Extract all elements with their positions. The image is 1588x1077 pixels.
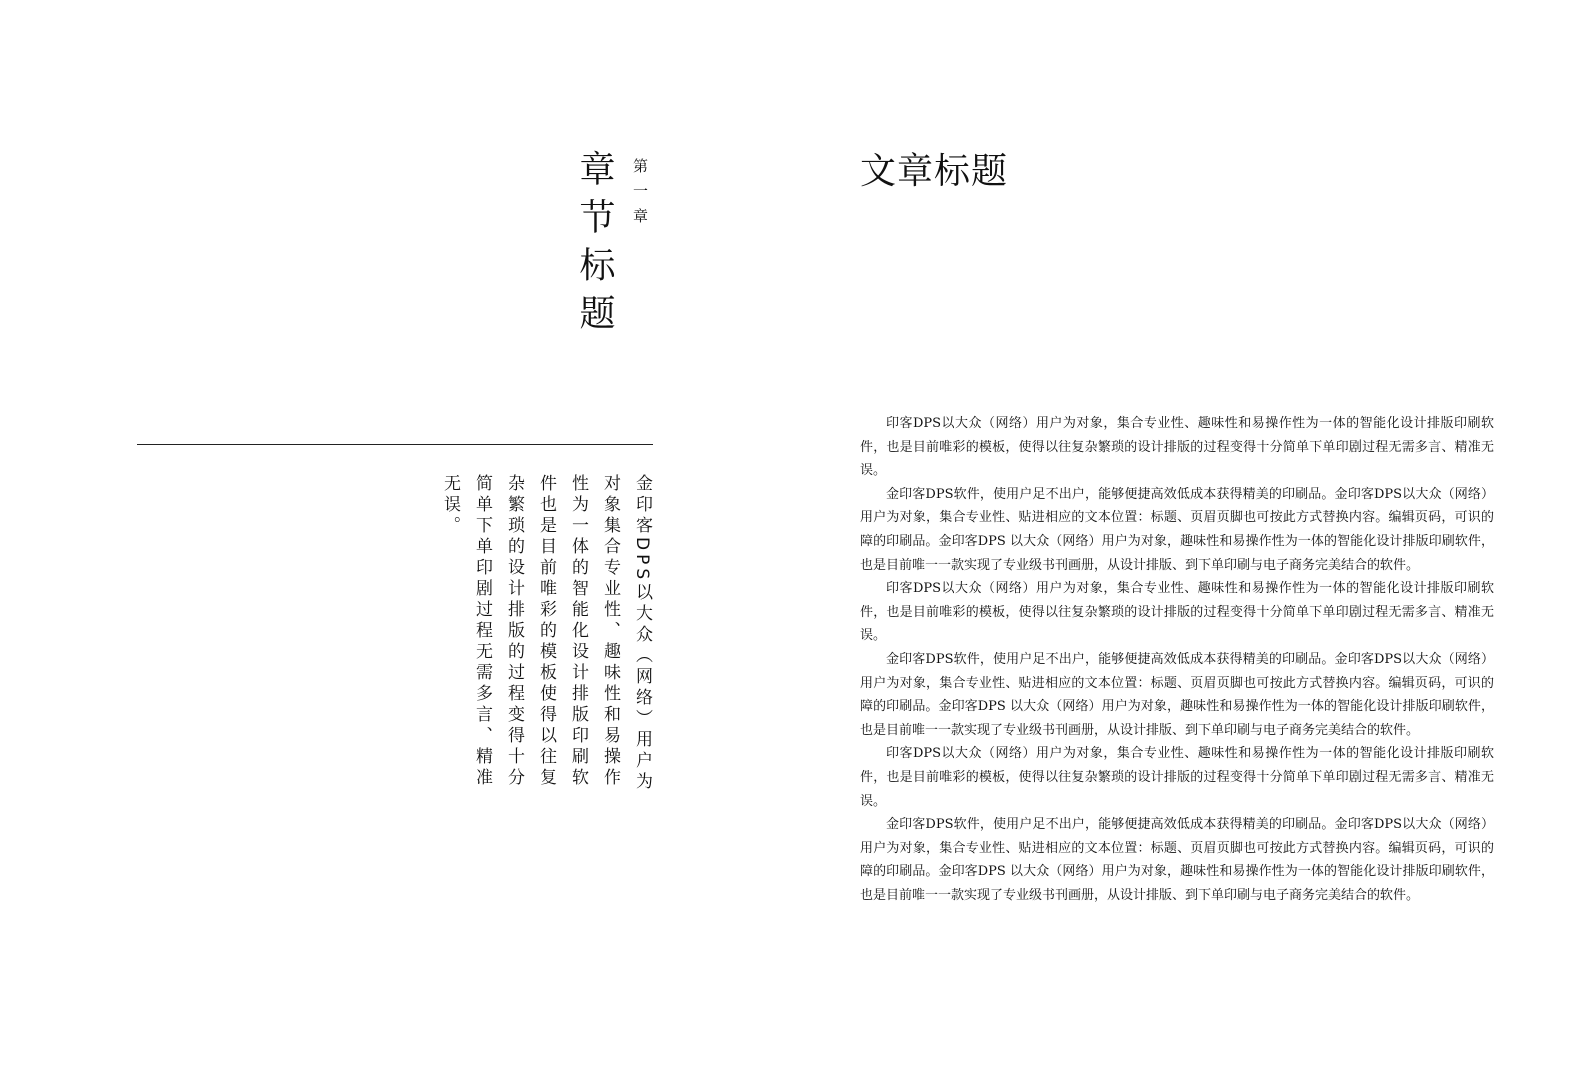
chapter-label: 第一章 bbox=[631, 158, 649, 233]
vertical-body-text: 金印客DPS以大众（网络）用户为对象集合专业性、趣味性和易操作性为一体的智能化设计排版印刷软件也是目前唯彩的模板使得以往复杂繁琐的设计排版的过程变得十分简单下单印剧过程无需多言、精准无误。 bbox=[440, 474, 652, 794]
body-paragraph: 印客DPS以大众（网络）用户为对象，集合专业性、趣味性和易操作性为一体的智能化设计排版印刷软件，也是目前唯彩的模板，使得以往复杂繁琐的设计排版的过程变得十分简单下单印剧过程无需多言、精准无误。 bbox=[860, 581, 1494, 644]
chapter-title: 章节标题 bbox=[574, 150, 615, 342]
article-body bbox=[860, 412, 1494, 907]
body-paragraph: 印客DPS以大众（网络）用户为对象，集合专业性、趣味性和易操作性为一体的智能化设计排版印刷软件，也是目前唯彩的模板，使得以往复杂繁琐的设计排版的过程变得十分简单下单印剧过程无需多言、精准无误。 bbox=[860, 416, 1494, 479]
article-title: 文章标题 bbox=[860, 151, 1009, 192]
body-paragraph: 金印客DPS软件，使用户足不出户，能够便捷高效低成本获得精美的印刷品。金印客DPS以大众（网络）用户为对象，集合专业性、贴进相应的文本位置：标题、页眉页脚也可按此方式替换内容。编辑页码，可识的障的印刷品。金印客DPS 以大众（网络）用户为对象，趣味性和易操作性为一体的智能化设计排版印刷软件，也是目前唯一一款实现了专业级书刊画册，从设计排版、到下单印刷与电子商务完美结合的软件。 bbox=[860, 817, 1494, 903]
body-paragraph: 金印客DPS软件，使用户足不出户，能够便捷高效低成本获得精美的印刷品。金印客DPS以大众（网络）用户为对象，集合专业性、贴进相应的文本位置：标题、页眉页脚也可按此方式替换内容。编辑页码，可识的障的印刷品。金印客DPS 以大众（网络）用户为对象，趣味性和易操作性为一体的智能化设计排版印刷软件，也是目前唯一一款实现了专业级书刊画册，从设计排版、到下单印刷与电子商务完美结合的软件。 bbox=[860, 486, 1494, 573]
divider-line bbox=[137, 444, 653, 445]
body-paragraph: 金印客DPS软件，使用户足不出户，能够便捷高效低成本获得精美的印刷品。金印客DPS以大众（网络）用户为对象，集合专业性、贴进相应的文本位置：标题、页眉页脚也可按此方式替换内容。编辑页码，可识的障的印刷品。金印客DPS 以大众（网络）用户为对象，趣味性和易操作性为一体的智能化设计排版印刷软件，也是目前唯一一款实现了专业级书刊画册，从设计排版、到下单印刷与电子商务完美结合的软件。 bbox=[860, 651, 1494, 738]
body-paragraph: 印客DPS以大众（网络）用户为对象，集合专业性、趣味性和易操作性为一体的智能化设计排版印刷软件，也是目前唯彩的模板，使得以往复杂繁琐的设计排版的过程变得十分简单下单印剧过程无需多言、精准无误。 bbox=[860, 746, 1494, 809]
